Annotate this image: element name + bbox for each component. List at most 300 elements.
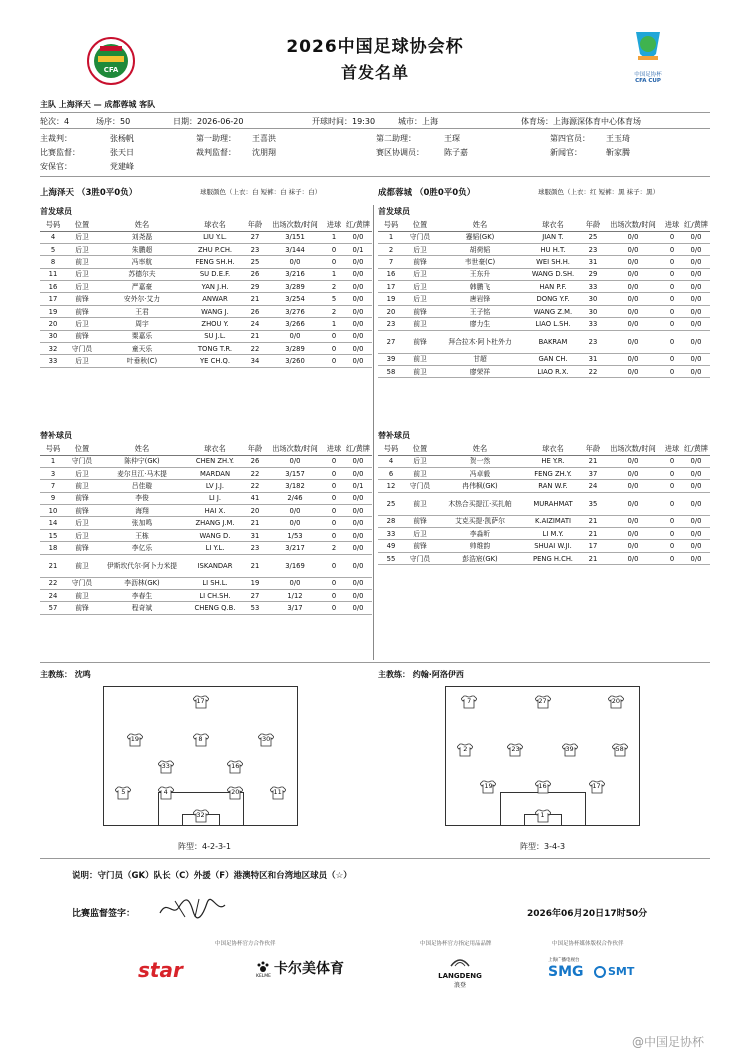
- home-team-name: 上海泽天 （3胜0平0负）: [40, 188, 138, 198]
- player-cards: 0/0: [344, 542, 372, 554]
- column-header: 出场次数/时间: [266, 219, 324, 231]
- column-header: 位置: [66, 443, 98, 455]
- player-apps: 3/169: [266, 554, 324, 577]
- city: 城市：上海: [398, 117, 438, 126]
- player-name: 韩鹏飞: [436, 281, 524, 293]
- shirt-number: 19: [130, 735, 140, 744]
- player-apps: 0/0: [604, 480, 662, 492]
- player-age: 53: [244, 602, 266, 614]
- table-row: [378, 492, 710, 515]
- table-row: [378, 552, 710, 564]
- column-header: 姓名: [436, 219, 524, 231]
- table-row: [378, 366, 710, 378]
- table-row: [378, 256, 710, 268]
- column-header: 红/黄牌: [682, 219, 710, 231]
- player-shirt-name: LI SH.L.: [186, 577, 244, 589]
- table-row: [378, 540, 710, 552]
- player-apps: 0/0: [604, 281, 662, 293]
- player-goals: 0: [662, 515, 682, 527]
- table-row: [378, 528, 710, 540]
- player-number: 7: [378, 256, 404, 268]
- player-apps: 3/289: [266, 281, 324, 293]
- player-shirt-icon: [115, 785, 131, 799]
- player-number: 12: [378, 480, 404, 492]
- player-apps: 0/0: [604, 256, 662, 268]
- player-goals: 0: [324, 590, 344, 602]
- player-name: 伊斯坎代尔·阿卜力米提: [98, 554, 186, 577]
- smt-text: SMT: [608, 965, 635, 978]
- player-name: 艾克买提·凯萨尔: [436, 515, 524, 527]
- player-age: 21: [244, 330, 266, 342]
- player-position: 前卫: [404, 366, 436, 378]
- official-name: 张杨帆: [110, 134, 134, 143]
- player-name: 甘超: [436, 353, 524, 365]
- table-row: [378, 330, 710, 353]
- player-cards: 0/0: [344, 293, 372, 305]
- player-apps: 0/0: [266, 517, 324, 529]
- player-position: 前锋: [66, 542, 98, 554]
- player-position: 后卫: [66, 517, 98, 529]
- official-name: 王喜洪: [252, 134, 276, 143]
- player-goals: 0: [324, 505, 344, 517]
- player-cards: 0/0: [344, 529, 372, 541]
- player-shirt-name: LV J.J.: [186, 480, 244, 492]
- table-row: [40, 542, 372, 554]
- sign-time: 2026年06月20日17时50分: [527, 909, 648, 919]
- player-shirt-name: HAN P.F.: [524, 281, 582, 293]
- player-age: 24: [582, 480, 604, 492]
- player-age: 37: [582, 467, 604, 479]
- table-row: [40, 590, 372, 602]
- player-name: 木热合买提江·买扎帕: [436, 492, 524, 515]
- player-number: 10: [40, 505, 66, 517]
- player-position: 前卫: [66, 554, 98, 577]
- player-cards: 0/0: [682, 281, 710, 293]
- player-age: 26: [244, 455, 266, 467]
- player-cards: 0/0: [344, 590, 372, 602]
- player-goals: 0: [324, 243, 344, 255]
- player-age: 35: [582, 492, 604, 515]
- player-number: 6: [378, 467, 404, 479]
- column-header: 号码: [40, 219, 66, 231]
- player-number: 2: [378, 243, 404, 255]
- player-cards: 0/0: [682, 492, 710, 515]
- player-age: 27: [244, 231, 266, 243]
- player-number: 33: [378, 528, 404, 540]
- player-number: 21: [40, 554, 66, 577]
- player-age: 26: [244, 268, 266, 280]
- player-position: 后卫: [404, 293, 436, 305]
- player-goals: 0: [662, 268, 682, 280]
- shirt-number: 17: [196, 696, 205, 705]
- player-name: 胡荷韬: [436, 243, 524, 255]
- player-shirt-name: BAKRAM: [524, 330, 582, 353]
- page-subtitle: 首发名单: [340, 63, 409, 82]
- table-row: [40, 305, 372, 317]
- player-number: 30: [40, 330, 66, 342]
- player-shirt-name: SHUAI W.JI.: [524, 540, 582, 552]
- player-position: 前锋: [66, 492, 98, 504]
- player-number: 27: [378, 330, 404, 353]
- player-name: 王君: [98, 305, 186, 317]
- player-shirt-icon: [193, 694, 209, 708]
- player-age: 26: [244, 305, 266, 317]
- player-cards: 0/0: [682, 455, 710, 467]
- signature-icon: [155, 895, 235, 921]
- player-apps: 3/289: [266, 343, 324, 355]
- official-label: 赛区协调员：: [376, 148, 424, 157]
- sponsor-caption-1: 中国足协杯官方合作伙伴: [215, 941, 276, 947]
- player-shirt-icon: [589, 779, 605, 793]
- player-goals: 2: [324, 281, 344, 293]
- player-shirt-name: FENG ZH.Y.: [524, 467, 582, 479]
- player-cards: 0/0: [682, 552, 710, 564]
- watermark: @中国足协杯: [632, 1035, 705, 1049]
- player-goals: 0: [324, 330, 344, 342]
- player-age: 23: [582, 243, 604, 255]
- player-name: 李淼昕: [436, 528, 524, 540]
- column-header: 年龄: [582, 443, 604, 455]
- player-name: 陈仲宁(GK): [98, 455, 186, 467]
- official-name: 党建峰: [110, 162, 134, 171]
- player-shirt-name: LI M.Y.: [524, 528, 582, 540]
- player-position: 守门员: [66, 577, 98, 589]
- away-subs-heading: 替补球员: [378, 431, 410, 440]
- player-shirt-icon: [535, 779, 551, 793]
- home-coach: 主教练： 沈鸣: [40, 670, 91, 679]
- player-position: 前锋: [66, 330, 98, 342]
- shirt-number: 4: [163, 787, 168, 796]
- player-shirt-name: YE CH.Q.: [186, 355, 244, 367]
- column-header: 姓名: [436, 443, 524, 455]
- player-cards: 0/0: [344, 517, 372, 529]
- shirt-number: 16: [538, 782, 547, 791]
- player-shirt-icon: [270, 785, 286, 799]
- player-shirt-name: ANWAR: [186, 293, 244, 305]
- player-number: 58: [378, 366, 404, 378]
- player-apps: 0/0: [604, 330, 662, 353]
- official-label: 裁判监督：: [196, 148, 236, 157]
- player-goals: 2: [324, 542, 344, 554]
- kickoff-time: 开球时间：19:30: [312, 117, 376, 126]
- player-age: 24: [244, 318, 266, 330]
- player-goals: 0: [662, 467, 682, 479]
- column-header: 进球: [324, 443, 344, 455]
- supervisor-signature: [155, 895, 235, 921]
- player-apps: 0/0: [604, 305, 662, 317]
- player-shirt-name: LIAO R.X.: [524, 366, 582, 378]
- player-shirt-icon: [193, 732, 209, 746]
- official-name: 王玉琦: [606, 134, 630, 143]
- player-shirt-name: CHENG Q.B.: [186, 602, 244, 614]
- player-apps: 0/0: [604, 528, 662, 540]
- player-goals: 0: [662, 330, 682, 353]
- langdeng-en: LANGDENG: [438, 972, 482, 980]
- page-title: 2026中国足球协会杯: [286, 37, 464, 57]
- cup-logo-en: CFA CUP: [635, 78, 661, 84]
- player-apps: 0/0: [266, 455, 324, 467]
- player-apps: 0/0: [604, 231, 662, 243]
- player-number: 25: [378, 492, 404, 515]
- away-subs-table: [378, 443, 710, 565]
- player-name: 冯率航: [98, 256, 186, 268]
- player-age: 21: [582, 552, 604, 564]
- paw-icon: [256, 960, 270, 974]
- player-number: 4: [378, 455, 404, 467]
- langdeng-cn: 浪登: [453, 982, 466, 989]
- player-apps: 2/46: [266, 492, 324, 504]
- player-cards: 0/0: [682, 480, 710, 492]
- player-shirt-name: SU J.L.: [186, 330, 244, 342]
- official-label: 主裁判：: [40, 134, 72, 143]
- player-apps: 3/144: [266, 243, 324, 255]
- official-label: 第四官员：: [550, 134, 590, 143]
- player-shirt-name: LI CH.SH.: [186, 590, 244, 602]
- column-header: 进球: [662, 443, 682, 455]
- table-row: [40, 256, 372, 268]
- sponsor-caption-3: 中国足协杯媒体版权合作伙伴: [552, 941, 624, 947]
- player-shirt-icon: [158, 785, 174, 799]
- official-name: 陈子嘉: [444, 148, 468, 157]
- player-apps: 0/0: [604, 293, 662, 305]
- player-apps: 3/157: [266, 467, 324, 479]
- player-apps: 3/254: [266, 293, 324, 305]
- table-row: [40, 268, 372, 280]
- column-header: 出场次数/时间: [266, 443, 324, 455]
- player-age: 20: [244, 505, 266, 517]
- table-row: [378, 467, 710, 479]
- player-apps: 0/0: [604, 366, 662, 378]
- player-cards: 0/0: [344, 330, 372, 342]
- player-cards: 0/0: [344, 505, 372, 517]
- match-no: 场序：50: [96, 117, 131, 126]
- player-name: 王栋: [98, 529, 186, 541]
- player-shirt-name: WANG D.: [186, 529, 244, 541]
- player-cards: 0/0: [344, 305, 372, 317]
- table-row: [378, 318, 710, 330]
- shirt-number: 2: [463, 745, 468, 754]
- player-number: 8: [40, 256, 66, 268]
- cfa-cup-logo: [626, 26, 670, 88]
- player-goals: 0: [662, 305, 682, 317]
- shirt-number: 16: [231, 761, 240, 770]
- player-shirt-icon: [535, 808, 551, 822]
- player-position: 前锋: [404, 330, 436, 353]
- player-goals: 0: [662, 528, 682, 540]
- player-goals: 5: [324, 293, 344, 305]
- column-header: 红/黄牌: [344, 219, 372, 231]
- player-age: 21: [582, 455, 604, 467]
- player-name: 冯卓毅: [436, 467, 524, 479]
- player-shirt-icon: [227, 759, 243, 773]
- sponsor-caption-2: 中国足协杯官方指定用品品牌: [420, 941, 492, 947]
- player-age: 33: [582, 281, 604, 293]
- shirt-number: 11: [273, 787, 282, 796]
- player-name: 李沥林(GK): [98, 577, 186, 589]
- table-row: [40, 281, 372, 293]
- official-label: 新闻官：: [550, 148, 582, 157]
- player-goals: 0: [324, 256, 344, 268]
- player-apps: 3/260: [266, 355, 324, 367]
- player-name: 帅维韵: [436, 540, 524, 552]
- shirt-number: 30: [261, 735, 271, 744]
- player-name: 王东升: [436, 268, 524, 280]
- player-age: 22: [244, 467, 266, 479]
- player-shirt-icon: [507, 742, 523, 756]
- player-cards: 0/0: [682, 318, 710, 330]
- table-row: [40, 554, 372, 577]
- player-shirt-icon: [127, 732, 143, 746]
- player-age: 34: [244, 355, 266, 367]
- away-kit: 球服颜色（上衣：红 短裤：黑 袜子：黑）: [538, 188, 660, 196]
- official-name: 王琛: [444, 134, 460, 143]
- official-name: 张天日: [110, 148, 134, 157]
- player-number: 19: [378, 293, 404, 305]
- shirt-number: 23: [511, 745, 520, 754]
- player-cards: 0/0: [682, 243, 710, 255]
- player-cards: 0/0: [682, 256, 710, 268]
- player-position: 前锋: [404, 515, 436, 527]
- smg-small: 上海广播电视台: [548, 958, 580, 963]
- shirt-number: 7: [467, 696, 472, 705]
- shirt-number: 5: [121, 787, 126, 796]
- player-cards: 0/0: [344, 554, 372, 577]
- player-position: 前锋: [404, 256, 436, 268]
- table-row: [40, 330, 372, 342]
- legend-note: 说明：守门员（GK）队长（C）外援（F）港澳特区和台湾地区球员（☆）: [72, 871, 352, 881]
- player-shirt-icon: [457, 742, 473, 756]
- player-apps: 0/0: [604, 268, 662, 280]
- player-apps: 0/0: [604, 467, 662, 479]
- table-row: [378, 305, 710, 317]
- player-position: 前卫: [66, 480, 98, 492]
- player-name: 叶垂秋(C): [98, 355, 186, 367]
- home-formation-pitch: [103, 686, 298, 826]
- player-age: 29: [244, 281, 266, 293]
- player-age: 22: [582, 366, 604, 378]
- teams-line: 主队 上海泽天 — 成都蓉城 客队: [40, 100, 156, 109]
- player-number: 9: [40, 492, 66, 504]
- player-position: 后卫: [404, 243, 436, 255]
- player-cards: 0/1: [344, 480, 372, 492]
- player-age: 31: [244, 529, 266, 541]
- player-age: 23: [244, 243, 266, 255]
- player-age: 31: [582, 256, 604, 268]
- table-row: [378, 455, 710, 467]
- player-age: 23: [582, 330, 604, 353]
- player-goals: 2: [324, 305, 344, 317]
- column-header: 球衣名: [524, 443, 582, 455]
- player-number: 16: [40, 281, 66, 293]
- table-row: [378, 231, 710, 243]
- player-name: 韦世豪(C): [436, 256, 524, 268]
- table-row: [378, 515, 710, 527]
- player-age: 21: [244, 293, 266, 305]
- column-header: 位置: [404, 443, 436, 455]
- player-goals: 0: [324, 467, 344, 479]
- player-shirt-icon: [608, 694, 624, 708]
- player-cards: 0/0: [344, 467, 372, 479]
- player-apps: 0/0: [604, 243, 662, 255]
- player-cards: 0/1: [344, 243, 372, 255]
- player-shirt-name: LI J.: [186, 492, 244, 504]
- player-shirt-icon: [480, 779, 496, 793]
- langdeng-emblem-icon: [449, 954, 471, 968]
- player-goals: 0: [662, 540, 682, 552]
- player-number: 28: [378, 515, 404, 527]
- player-goals: 0: [324, 480, 344, 492]
- player-name: 王子铭: [436, 305, 524, 317]
- player-goals: 1: [324, 268, 344, 280]
- player-number: 39: [378, 353, 404, 365]
- player-number: 1: [40, 455, 66, 467]
- kelme-logo: [256, 958, 376, 980]
- player-goals: 0: [324, 355, 344, 367]
- player-position: 前卫: [66, 590, 98, 602]
- shirt-number: 27: [538, 696, 547, 705]
- player-position: 守门员: [404, 552, 436, 564]
- shirt-number: 17: [592, 782, 601, 791]
- player-goals: 0: [324, 602, 344, 614]
- table-row: [40, 231, 372, 243]
- player-position: 后卫: [66, 243, 98, 255]
- player-apps: 1/53: [266, 529, 324, 541]
- player-number: 11: [40, 268, 66, 280]
- cfa-logo-text: CFA: [103, 66, 119, 74]
- smg-text: SMG: [548, 964, 584, 980]
- player-name: 苏德尔夫: [98, 268, 186, 280]
- player-goals: 0: [324, 529, 344, 541]
- home-starters-heading: 首发球员: [40, 207, 72, 216]
- table-row: [378, 480, 710, 492]
- player-apps: 3/276: [266, 305, 324, 317]
- official-label: 第一助理：: [196, 134, 236, 143]
- player-shirt-name: MURAHMAT: [524, 492, 582, 515]
- player-cards: 0/0: [682, 268, 710, 280]
- player-shirt-icon: [612, 742, 628, 756]
- away-team-name: 成都蓉城 （0胜0平0负）: [378, 188, 476, 198]
- player-position: 守门员: [66, 455, 98, 467]
- player-cards: 0/0: [682, 540, 710, 552]
- player-position: 前卫: [404, 467, 436, 479]
- column-header: 号码: [378, 219, 404, 231]
- player-apps: 3/182: [266, 480, 324, 492]
- player-name: 程奇斌: [98, 602, 186, 614]
- table-row: [40, 492, 372, 504]
- player-goals: 0: [662, 552, 682, 564]
- player-name: 周宇: [98, 318, 186, 330]
- table-row: [378, 243, 710, 255]
- player-name: 廖力生: [436, 318, 524, 330]
- away-formation: 阵型：3-4-3: [520, 842, 566, 851]
- player-shirt-name: ISKANDAR: [186, 554, 244, 577]
- player-shirt-name: TONG T.R.: [186, 343, 244, 355]
- player-position: 后卫: [404, 528, 436, 540]
- column-header: 姓名: [98, 443, 186, 455]
- home-kit: 球服颜色（上衣：白 短裤：白 袜子：白）: [200, 188, 322, 196]
- player-name: 张加鸣: [98, 517, 186, 529]
- player-position: 前锋: [404, 305, 436, 317]
- player-apps: 0/0: [604, 318, 662, 330]
- player-number: 33: [40, 355, 66, 367]
- player-number: 17: [378, 281, 404, 293]
- player-age: 21: [582, 528, 604, 540]
- column-header: 球衣名: [186, 443, 244, 455]
- player-cards: 0/0: [344, 318, 372, 330]
- player-goals: 0: [662, 455, 682, 467]
- player-goals: 0: [662, 243, 682, 255]
- cup-icon: [628, 26, 668, 66]
